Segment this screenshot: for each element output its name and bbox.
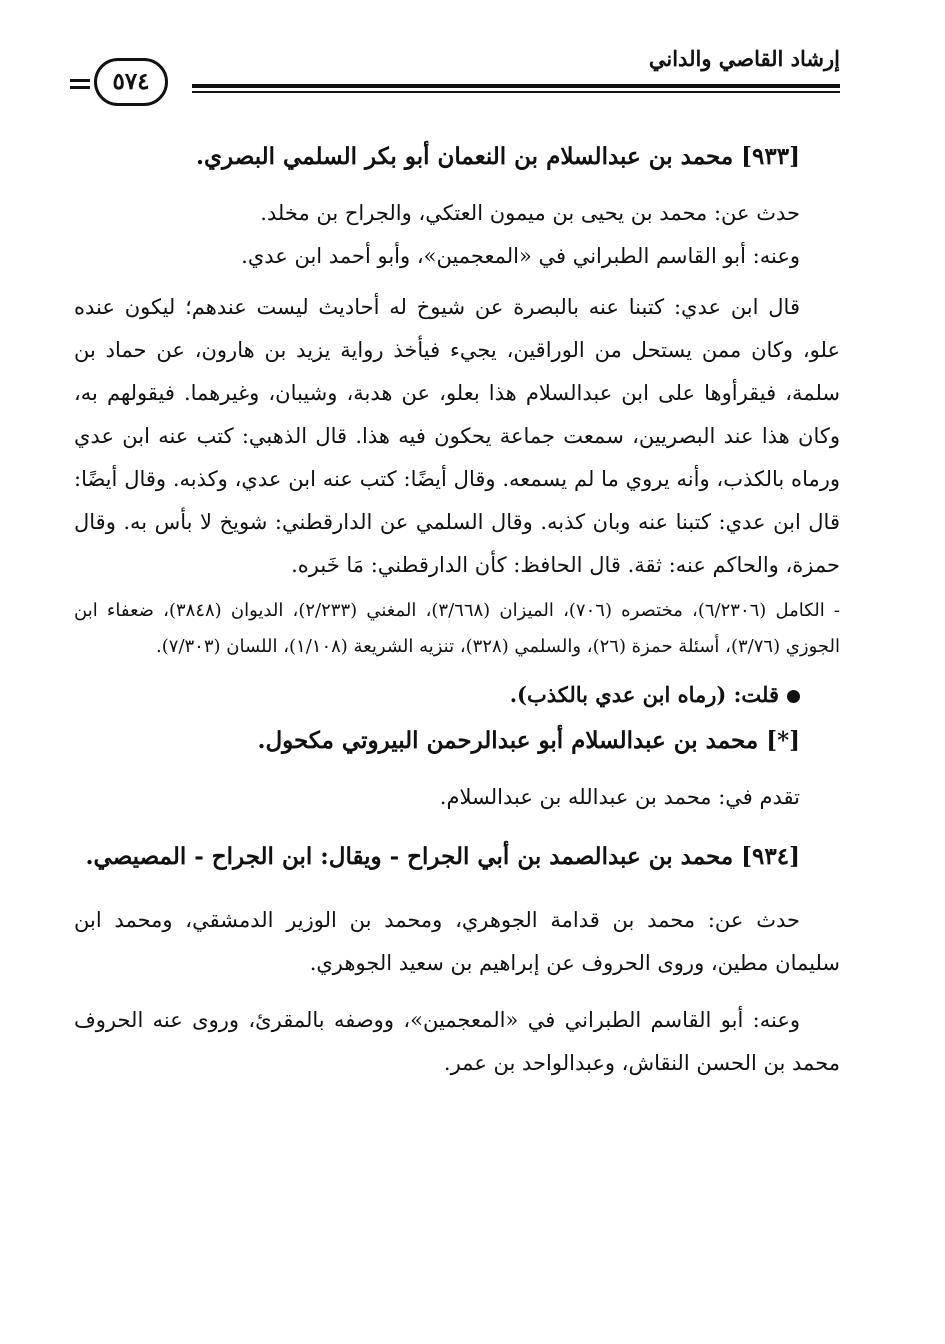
header-rule-thick <box>192 84 840 88</box>
header-rule-thin <box>192 91 840 93</box>
entry-students: وعنه: أبو القاسم الطبراني في «المعجمين»، ووصفه بالمقرئ، وروى عنه الحروف محمد بن الحسن النقاش، وعبدالواحد بن عمر. <box>74 1008 840 1075</box>
entry-sources: - الكامل (٦/٢٣٠٦)، مختصره (٧٠٦)، الميزان (٣/٦٦٨)، المغني (٢/٢٣٣)، الديوان (٣٨٤٨)، ضعفاء ابن الجوزي (٣/٧٦)، أسئلة حمزة (٢٦)، والسلمي (٣٢٨)، تنزيه الشريعة (١/١٠٨)، اللسان (٧/٣٠٣). <box>74 600 840 657</box>
entry-discussion: قال ابن عدي: كتبنا عنه بالبصرة عن شيوخ له أحاديث ليست عندهم؛ ليكون عنده علو، وكان ممن يستحل من الوراقين، يجيء فيأخذ رواية يزيد بن هارون، عن حماد بن سلمة، فيقرأوها على ابن عبدالسلام هذا بعلو، عن هدبة، وشيبان، وغيرهما. فيقولهم به، وكان هذا عند البصريين، سمعت جماعة يحكون فيه هذا. قال الذهبي: كتب عنه ابن عدي ورماه بالكذب، وأنه يروي ما لم يسمعه. وقال أيضًا: كتب عنه ابن عدي، وكذبه. وقال أيضًا: قال ابن عدي: كتبنا عنه وبان كذبه. وقال السلمي عن الدارقطني: شويخ لا بأس به. وقال حمزة، والحاكم عنه: ثقة. قال الحافظ: كأن الدارقطني: مَا خَبره. <box>74 295 841 577</box>
page-content <box>74 140 840 1085</box>
page-number-badge <box>94 58 168 106</box>
entry-heading: [٩٣٤] محمد بن عبدالصمد بن أبي الجراح - ويقال: ابن الجراح - المصيصي. <box>85 843 800 870</box>
entry-note <box>74 673 840 716</box>
page-number: ٥٧٤ <box>94 58 168 106</box>
entry-teachers: حدث عن: محمد بن قدامة الجوهري، ومحمد بن الوزير الدمشقي، ومحمد ابن سليمان مطين، وروى الحروف عن إبراهيم بن سعيد الجوهري. <box>74 908 840 975</box>
entry-crossref: تقدم في: محمد بن عبدالله بن عبدالسلام. <box>439 785 800 809</box>
entry-students: وعنه: أبو القاسم الطبراني في «المعجمين»، وأبو أحمد ابن عدي. <box>241 244 800 268</box>
entry-heading: [٩٣٣] محمد بن عبدالسلام بن النعمان أبو بكر السلمي البصري. <box>196 143 800 170</box>
header-dash <box>70 86 90 89</box>
entry-note-text: قلت: (رماه ابن عدي بالكذب). <box>509 682 779 707</box>
entry-heading: [*] محمد بن عبدالسلام أبو عبدالرحمن البيروتي مكحول. <box>257 727 800 754</box>
entry-teachers: حدث عن: محمد بن يحيى بن ميمون العتكي، والجراح بن مخلد. <box>260 201 800 225</box>
book-title: إرشاد القاصي والداني <box>648 46 840 71</box>
page-header <box>70 36 840 106</box>
header-dash <box>70 79 90 82</box>
bullet-icon <box>787 690 800 703</box>
